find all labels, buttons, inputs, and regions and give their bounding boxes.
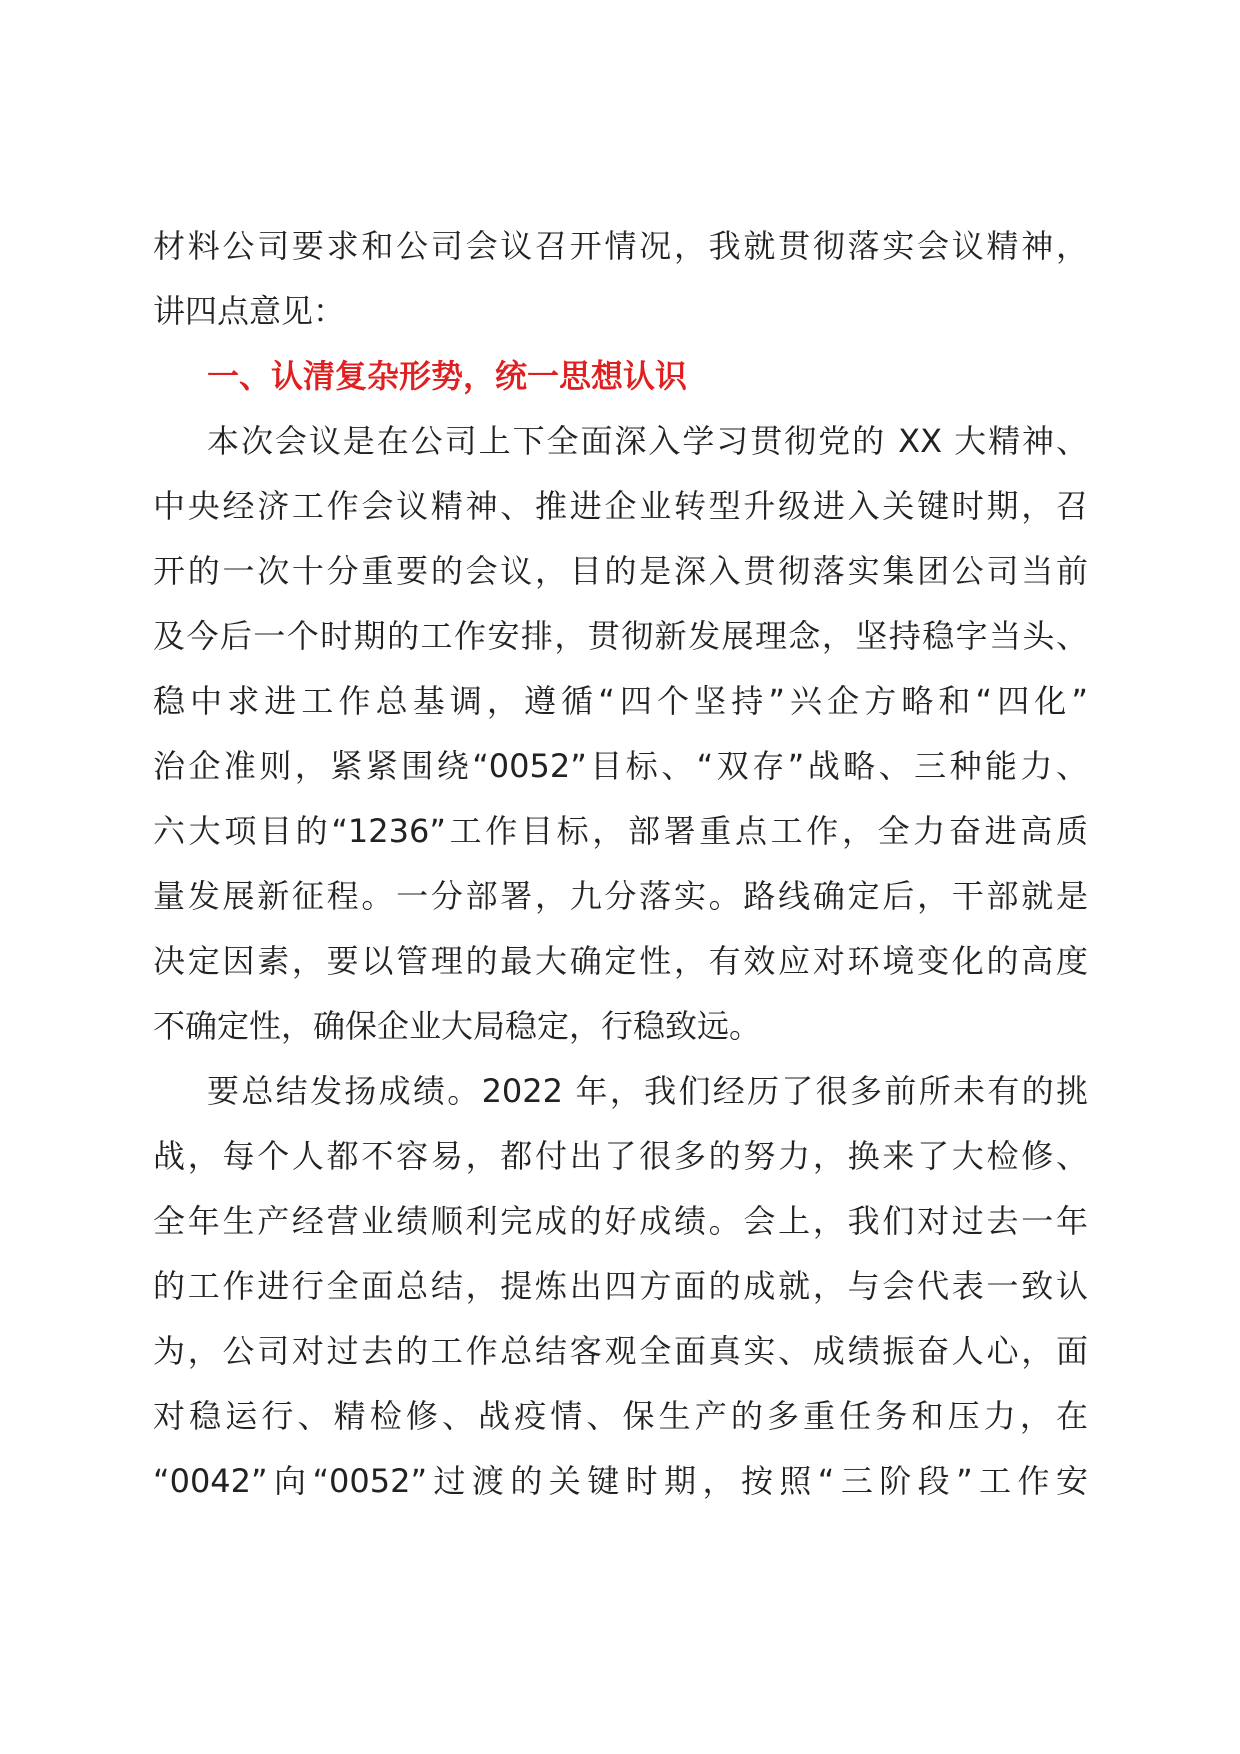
intro-paragraph: [153, 214, 1088, 344]
text-line: 稳中求进工作总基调，遵循“四个坚持”兴企方略和“四化”: [153, 682, 1088, 720]
body-paragraph: [153, 1059, 1088, 1514]
text-line: 及今后一个时期的工作安排，贯彻新发展理念，坚持稳字当头、: [153, 617, 1088, 655]
text-line: 治企准则，紧紧围绕“0052”目标、“双存”战略、三种能力、: [153, 747, 1088, 785]
text-line: 中央经济工作会议精神、推进企业转型升级进入关键时期，召: [153, 487, 1088, 525]
text-line: 决定因素，要以管理的最大确定性，有效应对环境变化的高度: [153, 942, 1088, 980]
text-line: 要总结发扬成绩。2022 年，我们经历了很多前所未有的挑: [207, 1072, 1088, 1110]
body-paragraph: [153, 409, 1088, 1059]
text-line: 战，每个人都不容易，都付出了很多的努力，换来了大检修、: [153, 1137, 1088, 1175]
text-line: 开的一次十分重要的会议，目的是深入贯彻落实集团公司当前: [153, 552, 1088, 590]
text-line: “0042”向“0052”过渡的关键时期，按照“三阶段”工作安: [153, 1462, 1088, 1500]
text-line: 不确定性，确保企业大局稳定，行稳致远。: [153, 1007, 762, 1045]
text-line: 讲四点意见：: [153, 292, 346, 330]
text-line: 的工作进行全面总结，提炼出四方面的成就，与会代表一致认: [153, 1267, 1088, 1305]
text-line: 六大项目的“1236”工作目标，部署重点工作，全力奋进高质: [153, 812, 1088, 850]
text-line: 材料公司要求和公司会议召开情况，我就贯彻落实会议精神，: [153, 227, 1088, 265]
text-line: 本次会议是在公司上下全面深入学习贯彻党的 XX 大精神、: [207, 422, 1088, 460]
text-line: 为，公司对过去的工作总结客观全面真实、成绩振奋人心，面: [153, 1332, 1088, 1370]
text-line: 对稳运行、精检修、战疫情、保生产的多重任务和压力，在: [153, 1397, 1088, 1435]
document-body: [153, 214, 1088, 1514]
text-line: 全年生产经营业绩顺利完成的好成绩。会上，我们对过去一年: [153, 1202, 1088, 1240]
text-line: 量发展新征程。一分部署，九分落实。路线确定后，干部就是: [153, 877, 1088, 915]
section-heading: 一、认清复杂形势，统一思想认识: [207, 357, 688, 395]
